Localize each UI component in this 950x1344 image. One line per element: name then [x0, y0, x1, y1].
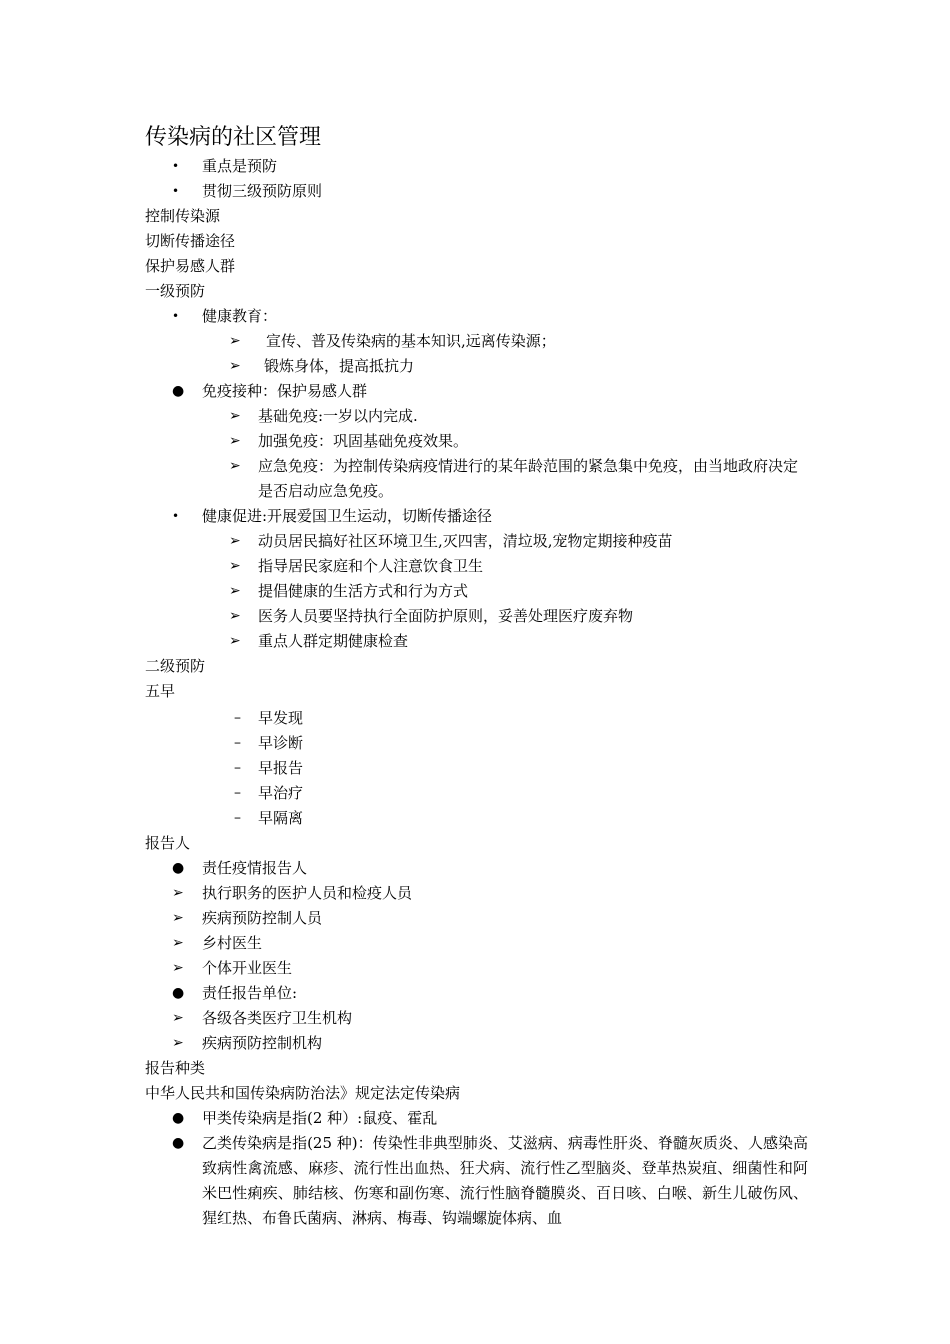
arrow-bullet-icon: ➢ [172, 960, 184, 976]
arrow-bullet-icon: ➢ [172, 935, 184, 951]
list-item [0, 529, 950, 554]
list-item [0, 454, 808, 504]
dash-bullet-icon: – [234, 760, 241, 776]
dash-bullet-icon: – [234, 785, 241, 801]
paragraph: 保护易感人群 [145, 257, 236, 275]
arrow-bullet-icon: ➢ [229, 633, 241, 649]
dash-bullet-icon: – [234, 735, 241, 751]
bullet-icon: ● [172, 1135, 185, 1151]
list-item [0, 706, 950, 731]
list-item [0, 554, 950, 579]
list-item-text: 提倡健康的生活方式和行为方式 [258, 582, 469, 600]
list-item [0, 504, 950, 529]
list-item-text: 执行职务的医护人员和检疫人员 [202, 884, 413, 902]
list-item [0, 881, 950, 906]
bullet-dot-icon: • [172, 509, 180, 523]
list-item-text: 早报告 [258, 759, 304, 777]
list-item-text: 健康教育： [202, 307, 278, 325]
list-item [0, 731, 950, 756]
list-item [0, 429, 950, 454]
paragraph: 切断传播途径 [145, 232, 236, 250]
list-item-text: 各级各类医疗卫生机构 [202, 1009, 353, 1027]
paragraph: 控制传染源 [145, 207, 221, 225]
list-item [0, 1106, 950, 1131]
section-heading: 一级预防 [145, 282, 206, 300]
list-item [0, 629, 950, 654]
list-item-text: 健康促进:开展爱国卫生运动，切断传播途径 [202, 507, 493, 525]
list-item [0, 354, 950, 379]
dash-bullet-icon: – [234, 810, 241, 826]
arrow-bullet-icon: ➢ [229, 333, 241, 349]
bullet-icon: ● [172, 1110, 185, 1126]
list-item [0, 404, 950, 429]
list-item-text: 疾病预防控制人员 [202, 909, 323, 927]
list-item [0, 179, 950, 204]
arrow-bullet-icon: ➢ [172, 1010, 184, 1026]
list-item-text: 甲类传染病是指(2 种）:鼠疫、霍乱 [202, 1109, 438, 1127]
list-item-text: 重点是预防 [202, 157, 278, 175]
list-item-text: 早发现 [258, 709, 304, 727]
bullet-icon: ● [172, 985, 185, 1001]
arrow-bullet-icon: ➢ [229, 358, 241, 374]
arrow-bullet-icon: ➢ [229, 558, 241, 574]
list-item-text: 应急免疫：为控制传染病疫情进行的某年龄范围的紧急集中免疫，由当地政府决定是否启动应急免疫。 [258, 457, 799, 500]
list-item-text: 锻炼身体，提高抵抗力 [264, 357, 415, 375]
arrow-bullet-icon: ➢ [229, 458, 241, 474]
paragraph: 五早 [145, 682, 176, 700]
list-item-text: 疾病预防控制机构 [202, 1034, 323, 1052]
list-item [0, 604, 950, 629]
bullet-icon: ● [172, 383, 185, 399]
section-heading: 报告种类 [145, 1059, 206, 1077]
list-item-text: 乡村医生 [202, 934, 263, 952]
arrow-bullet-icon: ➢ [172, 885, 184, 901]
bullet-dot-icon: • [172, 184, 180, 198]
list-item-text: 贯彻三级预防原则 [202, 182, 323, 200]
list-item [0, 1131, 808, 1231]
list-item [0, 304, 950, 329]
list-item [0, 906, 950, 931]
dash-bullet-icon: – [234, 710, 241, 726]
arrow-bullet-icon: ➢ [229, 433, 241, 449]
list-item [0, 379, 950, 404]
list-item [0, 329, 950, 354]
list-item-text: 指导居民家庭和个人注意饮食卫生 [258, 557, 484, 575]
list-item-text: 早治疗 [258, 784, 304, 802]
list-item [0, 981, 950, 1006]
arrow-bullet-icon: ➢ [172, 1035, 184, 1051]
list-item [0, 579, 950, 604]
document-page [0, 122, 950, 1231]
list-item [0, 931, 950, 956]
list-item-text: 宣传、普及传染病的基本知识,远离传染源； [266, 332, 556, 350]
list-item [0, 956, 950, 981]
list-item-text: 个体开业医生 [202, 959, 293, 977]
arrow-bullet-icon: ➢ [229, 533, 241, 549]
list-item-text: 责任报告单位: [202, 984, 298, 1002]
list-item-text: 基础免疫:一岁以内完成. [258, 407, 418, 425]
list-item [0, 781, 950, 806]
arrow-bullet-icon: ➢ [229, 408, 241, 424]
section-heading: 二级预防 [145, 657, 206, 675]
list-item-text: 免疫接种：保护易感人群 [202, 382, 368, 400]
arrow-bullet-icon: ➢ [172, 910, 184, 926]
arrow-bullet-icon: ➢ [229, 608, 241, 624]
list-item-text: 加强免疫：巩固基础免疫效果。 [258, 432, 469, 450]
bullet-icon: ● [172, 860, 185, 876]
section-heading: 报告人 [145, 834, 191, 852]
list-item-text: 早诊断 [258, 734, 304, 752]
list-item-text: 重点人群定期健康检查 [258, 632, 409, 650]
paragraph: 中华人民共和国传染病防治法》规定法定传染病 [145, 1084, 461, 1102]
arrow-bullet-icon: ➢ [229, 583, 241, 599]
list-item [0, 1006, 950, 1031]
list-item-text: 责任疫情报告人 [202, 859, 308, 877]
list-item-text: 动员居民搞好社区环境卫生,灭四害，清垃圾,宠物定期接种疫苗 [258, 532, 673, 550]
list-item-text: 早隔离 [258, 809, 304, 827]
list-item [0, 154, 950, 179]
list-item-text: 乙类传染病是指(25 种)：传染性非典型肺炎、艾滋病、病毒性肝炎、脊髓灰质炎、人感染高致病性禽流感、麻疹、流行性出血热、狂犬病、流行性乙型脑炎、登革热炭疽、细菌性和阿米巴性痢疾、肺结核、伤寒和副伤寒、流行性脑脊髓膜炎、百日咳、白喉、新生儿破伤风、猩红热、布鲁氏菌病、淋病、梅毒、钩端螺旋体病、血 [202, 1134, 808, 1227]
list-item [0, 756, 950, 781]
bullet-dot-icon: • [172, 309, 180, 323]
bullet-dot-icon: • [172, 159, 180, 173]
page-title: 传染病的社区管理 [145, 125, 322, 150]
list-item [0, 856, 950, 881]
list-item [0, 806, 950, 831]
list-item [0, 1031, 950, 1056]
list-item-text: 医务人员要坚持执行全面防护原则，妥善处理医疗废弃物 [258, 607, 634, 625]
